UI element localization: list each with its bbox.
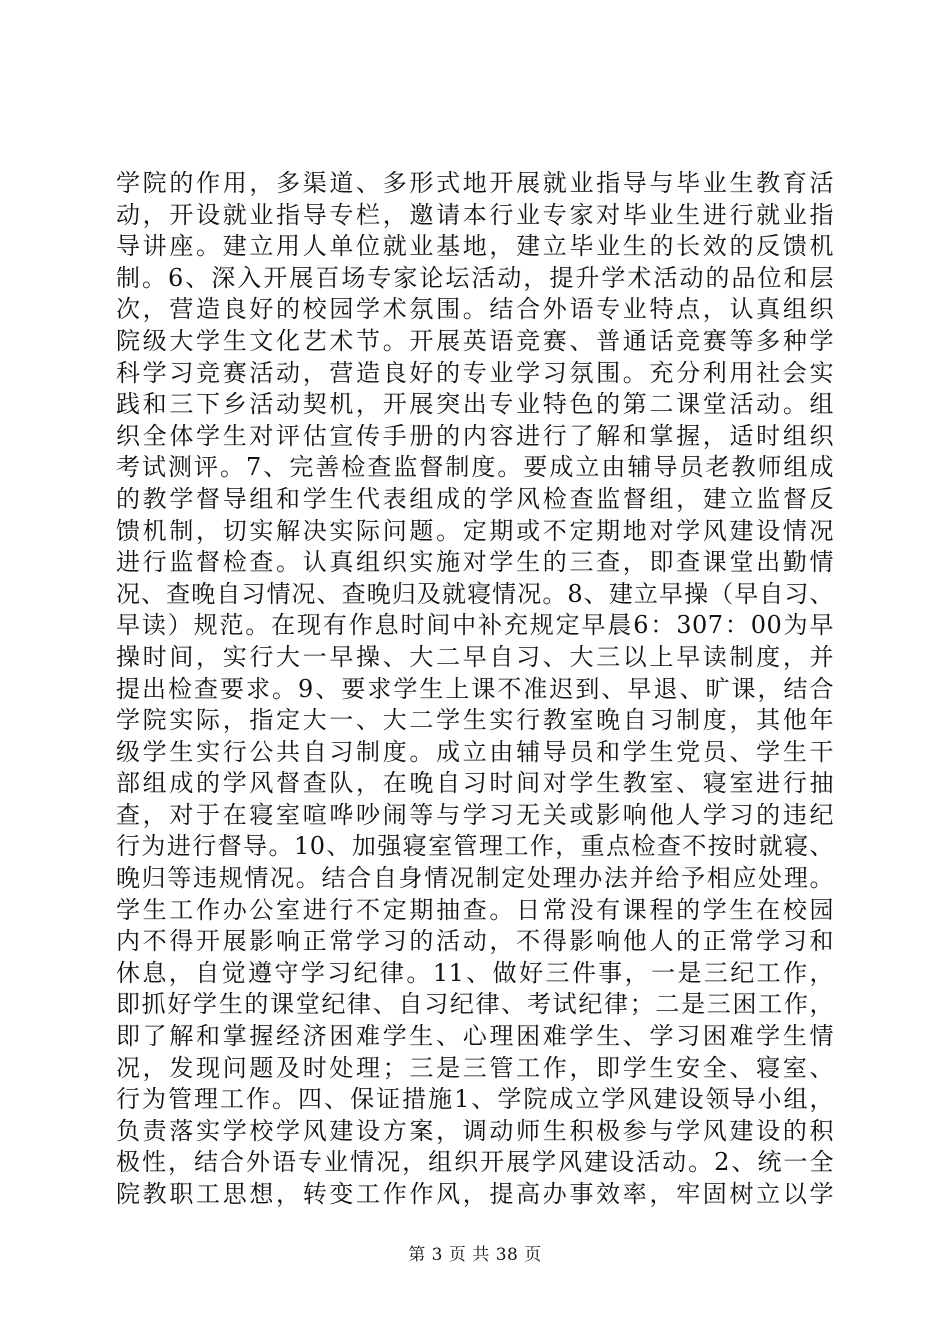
text-line: 学院的作用，多渠道、多形式地开展就业指导与毕业生教育活 [116, 169, 834, 197]
text-line: 的教学督导组和学生代表组成的学风检查监督组，建立监督反 [116, 484, 834, 513]
text-line: 操时间，实行大一早操、大二早自习、大三以上早读制度，并 [116, 642, 834, 671]
text-line: 即抓好学生的课堂纪律、自习纪律、考试纪律；二是三困工作， [116, 990, 834, 1019]
page-footer: 第 3 页 共 38 页 [408, 1245, 542, 1265]
body-text [116, 168, 834, 1211]
text-line: 制。6、深入开展百场专家论坛活动，提升学术活动的品位和层 [116, 263, 834, 292]
text-line: 动，开设就业指导专栏，邀请本行业专家对毕业生进行就业指 [116, 200, 834, 229]
text-line: 提出检查要求。9、要求学生上课不准迟到、早退、旷课，结合 [116, 674, 834, 703]
text-line: 次，营造良好的校园学术氛围。结合外语专业特点，认真组织 [116, 295, 834, 324]
text-line: 内不得开展影响正常学习的活动，不得影响他人的正常学习和 [116, 927, 834, 956]
text-line: 况、查晚自习情况、查晚归及就寝情况。8、建立早操（早自习、 [116, 579, 834, 608]
text-line: 极性，结合外语专业情况，组织开展学风建设活动。2、统一全 [116, 1148, 834, 1177]
text-line: 践和三下乡活动契机，开展突出专业特色的第二课堂活动。组 [116, 390, 834, 419]
text-line: 休息，自觉遵守学习纪律。11、做好三件事，一是三纪工作， [116, 958, 834, 987]
text-line: 级学生实行公共自习制度。成立由辅导员和学生党员、学生干 [116, 737, 834, 766]
text-line: 部组成的学风督查队，在晚自习时间对学生教室、寝室进行抽 [116, 769, 834, 798]
text-line: 院教职工思想，转变工作作风，提高办事效率，牢固树立以学 [116, 1180, 834, 1208]
text-line: 科学习竞赛活动，营造良好的专业学习氛围。充分利用社会实 [116, 358, 834, 387]
text-line: 晚归等违规情况。结合自身情况制定处理办法并给予相应处理。 [116, 864, 834, 893]
text-line: 学生工作办公室进行不定期抽查。日常没有课程的学生在校园 [116, 895, 834, 924]
text-line: 况，发现问题及时处理；三是三管工作，即学生安全、寝室、 [116, 1053, 834, 1082]
text-line: 馈机制，切实解决实际问题。定期或不定期地对学风建设情况 [116, 516, 834, 545]
text-line: 即了解和掌握经济困难学生、心理困难学生、学习困难学生情 [116, 1022, 834, 1051]
text-line: 进行监督检查。认真组织实施对学生的三查，即查课堂出勤情 [116, 548, 834, 577]
text-line: 行为管理工作。四、保证措施1、学院成立学风建设领导小组， [116, 1085, 834, 1114]
text-line: 织全体学生对评估宣传手册的内容进行了解和掌握，适时组织 [116, 421, 834, 450]
text-line: 早读）规范。在现有作息时间中补充规定早晨6：307：00为早 [116, 611, 834, 640]
text-line: 行为进行督导。10、加强寝室管理工作，重点检查不按时就寝、 [116, 832, 834, 861]
text-line: 负责落实学校学风建设方案，调动师生积极参与学风建设的积 [116, 1116, 834, 1145]
text-line: 导讲座。建立用人单位就业基地，建立毕业生的长效的反馈机 [116, 232, 834, 261]
text-line: 院级大学生文化艺术节。开展英语竞赛、普通话竞赛等多种学 [116, 326, 834, 355]
text-line: 查，对于在寝室喧哗吵闹等与学习无关或影响他人学习的违纪 [116, 800, 834, 829]
text-line: 考试测评。7、完善检查监督制度。要成立由辅导员老教师组成 [116, 453, 834, 482]
text-line: 学院实际，指定大一、大二学生实行教室晚自习制度，其他年 [116, 706, 834, 735]
